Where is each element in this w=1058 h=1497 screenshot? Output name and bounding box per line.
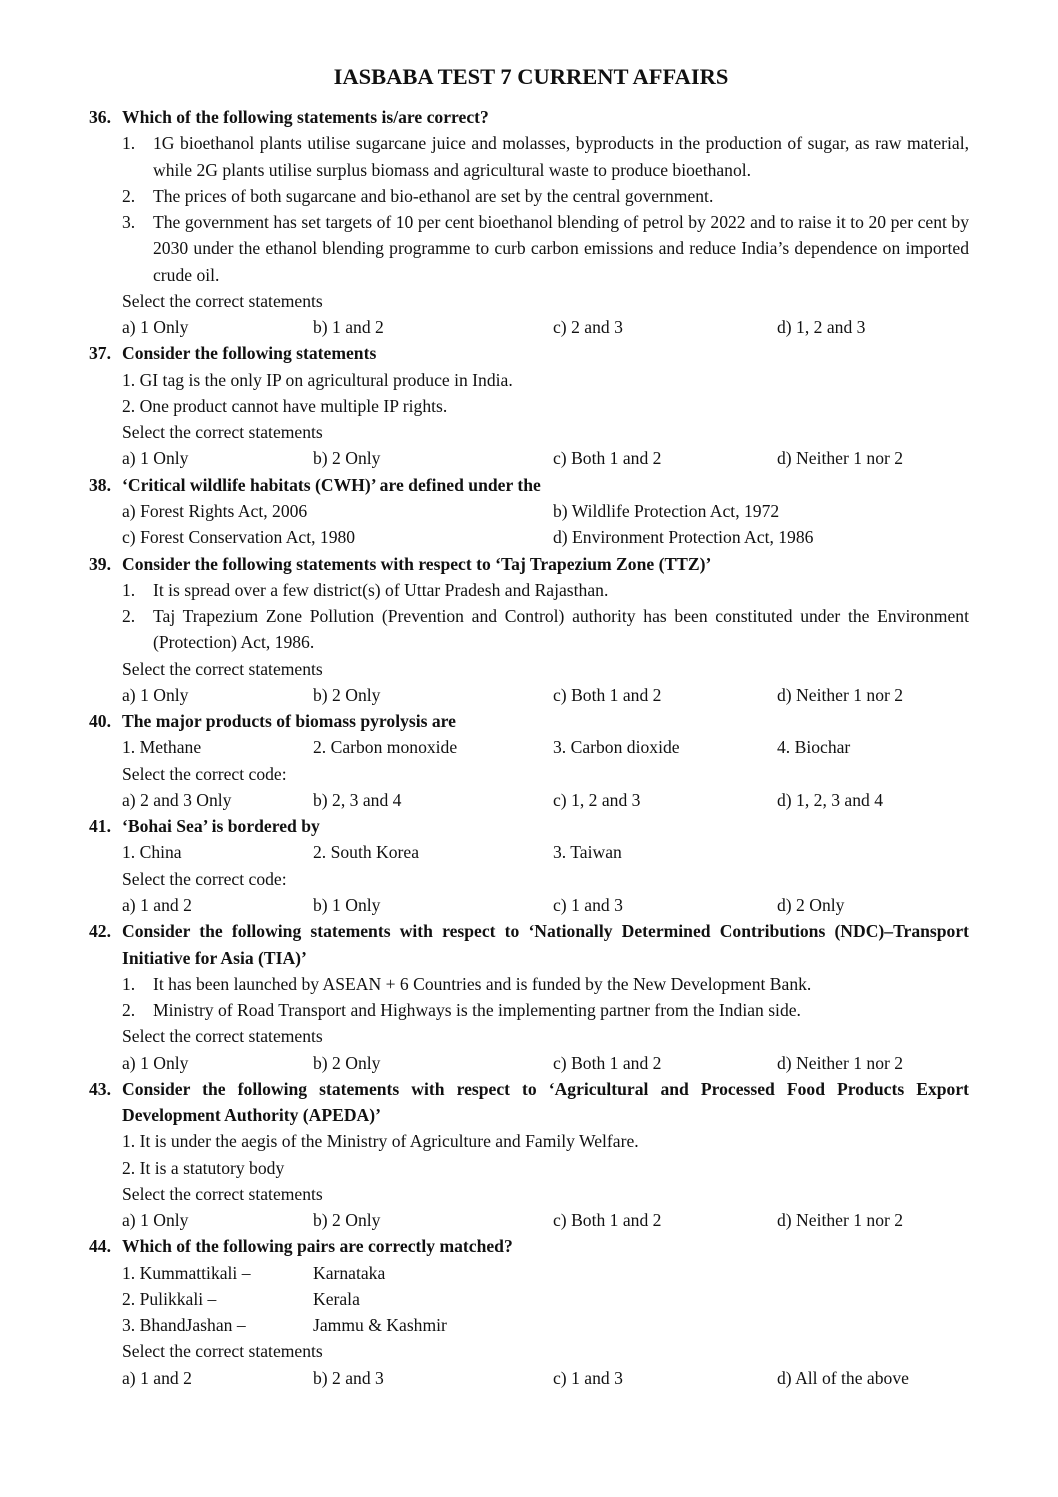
question-header: [89, 472, 969, 498]
item-cell: 1. Methane: [122, 737, 202, 758]
question-number: 38.: [89, 474, 111, 495]
select-prompt: Select the correct statements: [122, 658, 323, 679]
select-prompt: Select the correct code:: [122, 868, 287, 889]
options-row: [122, 892, 969, 918]
option-b[interactable]: b) 2 Only: [313, 1210, 381, 1231]
option-c[interactable]: c) Both 1 and 2: [553, 1052, 662, 1073]
option-a[interactable]: a) 1 Only: [122, 1052, 189, 1073]
select-prompt: Select the correct statements: [122, 1183, 323, 1204]
select-prompt: Select the correct statements: [122, 1026, 323, 1047]
options-row: [122, 524, 969, 550]
question-body: [122, 498, 969, 551]
question-44: [89, 1233, 969, 1391]
question-42: [89, 918, 969, 1076]
question-header: [89, 918, 969, 971]
question-text: The major products of biomass pyrolysis are: [122, 711, 456, 732]
options-row: [122, 682, 969, 708]
question-text: ‘Bohai Sea’ is bordered by: [122, 816, 320, 837]
item-row: [122, 839, 969, 865]
question-body: [122, 1128, 969, 1233]
statement-item: 2. One product cannot have multiple IP rights.: [122, 395, 448, 416]
option-c[interactable]: c) 1 and 3: [553, 894, 623, 915]
options-row: [122, 445, 969, 471]
option-d[interactable]: d) Neither 1 nor 2: [777, 1052, 904, 1073]
option-a[interactable]: a) 1 Only: [122, 1210, 189, 1231]
option-d[interactable]: d) Neither 1 nor 2: [777, 448, 904, 469]
question-list: [89, 104, 969, 1391]
item-cell: 3. BhandJashan –: [122, 1315, 246, 1336]
option-a[interactable]: a) 1 and 2: [122, 1367, 192, 1388]
option-b[interactable]: b) 2 Only: [313, 684, 381, 705]
options-row: [122, 787, 969, 813]
option-c[interactable]: c) Both 1 and 2: [553, 684, 662, 705]
option-b[interactable]: b) Wildlife Protection Act, 1972: [553, 500, 780, 521]
question-number: 41.: [89, 816, 111, 837]
question-number: 36.: [89, 107, 111, 127]
option-b[interactable]: b) 2 Only: [313, 448, 381, 469]
question-text: Which of the following statements is/are correct?: [122, 107, 489, 127]
options-row: [122, 1050, 969, 1076]
statement-text: It has been launched by ASEAN + 6 Countries and is funded by the New Development Bank.: [153, 973, 812, 994]
item-cell: 4. Biochar: [777, 737, 851, 758]
item-row: [122, 734, 969, 760]
item-row: [122, 1312, 969, 1338]
item-cell: 2. Carbon monoxide: [313, 737, 458, 758]
question-36: [89, 104, 969, 340]
option-a[interactable]: a) 1 and 2: [122, 894, 192, 915]
statement-text: 1G bioethanol plants utilise sugarcane juice and molasses, byproducts in the production of sugar, as raw material, while 2G plants utilise surplus biomass and agricultural waste to produce bioethanol.: [153, 133, 969, 180]
option-a[interactable]: a) 1 Only: [122, 448, 189, 469]
statement-number: 1.: [122, 133, 136, 154]
option-c[interactable]: c) Both 1 and 2: [553, 448, 662, 469]
statement-item: [122, 209, 969, 288]
statement-number: 2.: [122, 1000, 136, 1021]
statement-item: [122, 997, 969, 1023]
question-header: [89, 551, 969, 577]
option-d[interactable]: d) Environment Protection Act, 1986: [553, 527, 814, 548]
option-b[interactable]: b) 2 Only: [313, 1052, 381, 1073]
option-c[interactable]: c) 1, 2 and 3: [553, 789, 641, 810]
statement-item: [122, 183, 969, 209]
statement-text: The government has set targets of 10 per cent bioethanol blending of petrol by 2022 and to raise it to 20 per cent by 2030 under the ethanol blending programme to curb carbon emissions and reduce India’s dependence on imported crude oil.: [153, 212, 969, 285]
item-cell: 2. Pulikkali –: [122, 1288, 217, 1309]
question-39: [89, 551, 969, 709]
question-body: [122, 734, 969, 813]
question-40: [89, 708, 969, 813]
question-body: [122, 971, 969, 1076]
item-row: [122, 1286, 969, 1312]
question-header: [89, 708, 969, 734]
option-a[interactable]: a) 2 and 3 Only: [122, 789, 232, 810]
question-body: [122, 577, 969, 708]
select-prompt: Select the correct code:: [122, 763, 287, 784]
statement-item: 1. It is under the aegis of the Ministry of Agriculture and Family Welfare.: [122, 1131, 639, 1152]
item-cell: 2. South Korea: [313, 842, 420, 863]
question-38: [89, 472, 969, 551]
item-cell: Jammu & Kashmir: [313, 1315, 447, 1336]
option-d[interactable]: d) 2 Only: [777, 894, 845, 915]
option-b[interactable]: b) 1 Only: [313, 894, 381, 915]
statement-number: 2.: [122, 606, 136, 627]
question-41: [89, 813, 969, 918]
option-b[interactable]: b) 1 and 2: [313, 317, 384, 338]
item-cell: 1. China: [122, 842, 182, 863]
option-a[interactable]: a) 1 Only: [122, 684, 189, 705]
select-prompt: Select the correct statements: [122, 1341, 323, 1362]
question-number: 40.: [89, 711, 111, 732]
question-header: [89, 1076, 969, 1129]
statement-number: 2.: [122, 185, 136, 206]
question-43: [89, 1076, 969, 1234]
statement-number: 1.: [122, 579, 136, 600]
question-header: [89, 104, 969, 130]
question-text: ‘Critical wildlife habitats (CWH)’ are defined under the: [122, 474, 541, 495]
question-number: 37.: [89, 343, 111, 364]
question-text: Consider the following statements with respect to ‘Agricultural and Processed Food Products Export Development Authority (APEDA)’: [122, 1078, 969, 1126]
statement-number: 3.: [122, 212, 136, 233]
option-a[interactable]: a) 1 Only: [122, 317, 189, 338]
question-body: [122, 1260, 969, 1391]
option-d[interactable]: d) Neither 1 nor 2: [777, 1210, 904, 1231]
option-c[interactable]: c) 1 and 3: [553, 1367, 623, 1388]
question-37: [89, 340, 969, 471]
question-header: [89, 813, 969, 839]
statement-item: [122, 603, 969, 656]
question-number: 44.: [89, 1236, 111, 1257]
question-number: 42.: [89, 921, 111, 942]
options-row: [122, 1207, 969, 1233]
question-body: [122, 839, 969, 918]
question-text: Consider the following statements with respect to ‘Nationally Determined Contributions (NDC)–Transport Initiative for Asia (TIA)’: [122, 921, 969, 968]
option-b[interactable]: b) 2, 3 and 4: [313, 789, 402, 810]
item-cell: Kerala: [313, 1288, 360, 1309]
select-prompt: Select the correct statements: [122, 290, 323, 311]
select-prompt: Select the correct statements: [122, 422, 323, 443]
statement-item: [122, 130, 969, 183]
option-c[interactable]: c) Forest Conservation Act, 1980: [122, 527, 356, 548]
options-row: [122, 498, 969, 524]
question-text: Consider the following statements with respect to ‘Taj Trapezium Zone (TTZ)’: [122, 553, 712, 574]
option-d[interactable]: d) All of the above: [777, 1367, 909, 1388]
statement-text: It is spread over a few district(s) of Uttar Pradesh and Rajasthan.: [153, 579, 609, 600]
question-header: [89, 340, 969, 366]
item-cell: Karnataka: [313, 1262, 386, 1283]
question-body: [122, 130, 969, 340]
question-number: 39.: [89, 553, 111, 574]
item-row: [122, 1260, 969, 1286]
options-row: [122, 1365, 969, 1391]
option-d[interactable]: d) Neither 1 nor 2: [777, 684, 904, 705]
statement-text: Taj Trapezium Zone Pollution (Prevention and Control) authority has been constituted under the Environment (Protection) Act, 1986.: [153, 606, 969, 653]
question-number: 43.: [89, 1078, 111, 1099]
statement-item: [122, 577, 969, 603]
statement-item: 2. It is a statutory body: [122, 1157, 285, 1178]
option-b[interactable]: b) 2 and 3: [313, 1367, 384, 1388]
question-text: Consider the following statements: [122, 343, 377, 364]
question-text: Which of the following pairs are correctly matched?: [122, 1236, 513, 1257]
item-cell: 1. Kummattikali –: [122, 1262, 251, 1283]
item-cell: 3. Taiwan: [553, 842, 622, 863]
option-d[interactable]: d) 1, 2 and 3: [777, 317, 866, 338]
item-cell: 3. Carbon dioxide: [553, 737, 680, 758]
statement-item: 1. GI tag is the only IP on agricultural produce in India.: [122, 369, 513, 390]
statement-text: The prices of both sugarcane and bio-ethanol are set by the central government.: [153, 185, 714, 206]
option-c[interactable]: c) Both 1 and 2: [553, 1210, 662, 1231]
question-header: [89, 1233, 969, 1259]
page-title: IASBABA TEST 7 CURRENT AFFAIRS: [333, 64, 729, 89]
option-d[interactable]: d) 1, 2, 3 and 4: [777, 789, 884, 810]
statement-item: [122, 971, 969, 997]
question-body: [122, 367, 969, 472]
option-c[interactable]: c) 2 and 3: [553, 317, 623, 338]
options-row: [122, 314, 969, 340]
statement-number: 1.: [122, 973, 136, 994]
statement-text: Ministry of Road Transport and Highways is the implementing partner from the Indian side.: [153, 1000, 801, 1021]
option-a[interactable]: a) Forest Rights Act, 2006: [122, 500, 308, 521]
